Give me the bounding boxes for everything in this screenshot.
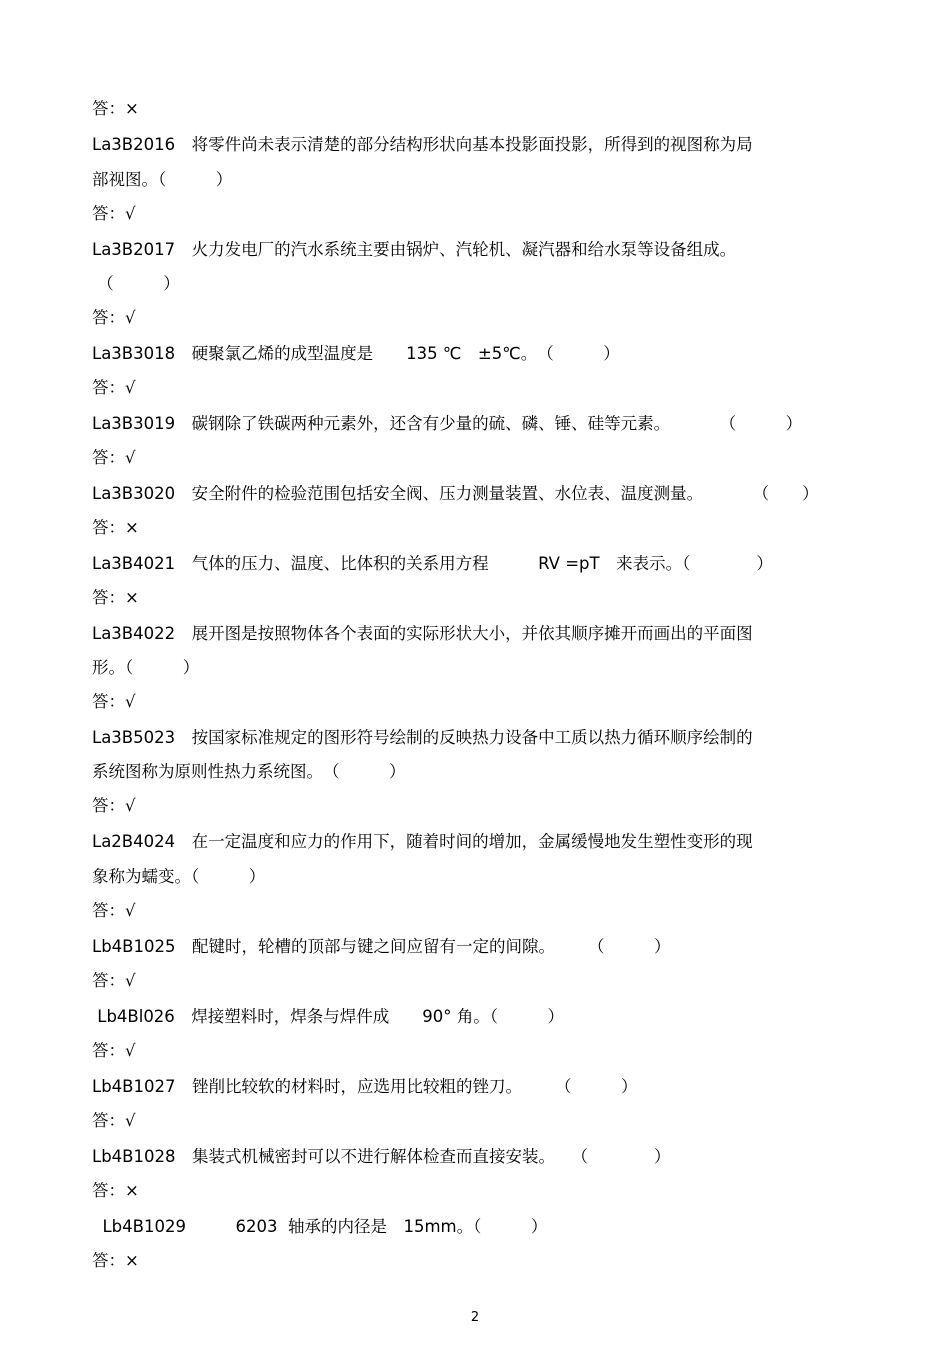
question-line: Lb4B1027 锉削比较软的材料时，应选用比较粗的锉刀。 （ ） [92,1077,638,1096]
question-line: La3B5023 按国家标准规定的图形符号绘制的反映热力设备中工质以热力循环顺序绘制的 [92,728,753,747]
answer-line: 答：× [92,1181,139,1200]
question-line: La3B4021 气体的压力、温度、比体积的关系用方程 RV =pT 来表示。（ ） [92,554,773,573]
question-line: 部视图。（ ） [92,170,233,189]
answer-line: 答：× [92,99,139,118]
question-line: Lb4B1025 配键时，轮槽的顶部与键之间应留有一定的间隙。 （ ） [92,937,671,956]
question-line: La3B3020 安全附件的检验范围包括安全阀、压力测量装置、水位表、温度测量。 （ ） [92,484,819,503]
question-line: Lb4B1029 6203 轴承的内径是 15mm。（ ） [92,1217,548,1236]
answer-line: 答：√ [92,308,136,327]
answer-line: 答：√ [92,204,136,223]
answer-line: 答：× [92,518,139,537]
question-line: 形。（ ） [92,658,200,677]
answer-line: 答：√ [92,901,136,920]
answer-line: 答：√ [92,448,136,467]
question-line: 系统图称为原则性热力系统图。 （ ） [92,762,406,781]
answer-line: 答：× [92,1251,139,1270]
question-line: Lb4Bl026 焊接塑料时，焊条与焊件成 90° 角。（ ） [92,1007,565,1026]
answer-line: 答：√ [92,692,136,711]
answer-line: 答：√ [92,1041,136,1060]
question-line: La3B2017 火力发电厂的汽水系统主要由锅炉、汽轮机、凝汽器和给水泵等设备组成。 [92,240,737,259]
answer-line: 答：√ [92,796,136,815]
question-line: 象称为蠕变。（ ） [92,867,266,886]
answer-line: 答：√ [92,378,136,397]
page-number: 2 [470,1310,480,1325]
question-line: Lb4B1028 集装式机械密封可以不进行解体检查而直接安装。 （ ） [92,1147,671,1166]
answer-line: 答：× [92,588,139,607]
question-line: La3B3018 硬聚氯乙烯的成型温度是 135 ℃ ±5℃。 （ ） [92,344,620,363]
question-line: La3B2016 将零件尚未表示清楚的部分结构形状向基本投影面投影，所得到的视图称为局 [92,135,753,154]
question-line: （ ） [92,274,180,293]
answer-line: 答：√ [92,971,136,990]
question-line: La3B3019 碳钢除了铁碳两种元素外，还含有少量的硫、磷、锤、硅等元素。 （ ） [92,414,803,433]
question-line: La3B4022 展开图是按照物体各个表面的实际形状大小，并依其顺序摊开而画出的平面图 [92,624,753,643]
answer-line: 答：√ [92,1111,136,1130]
question-line: La2B4024 在一定温度和应力的作用下，随着时间的增加，金属缓慢地发生塑性变形的现 [92,832,753,851]
